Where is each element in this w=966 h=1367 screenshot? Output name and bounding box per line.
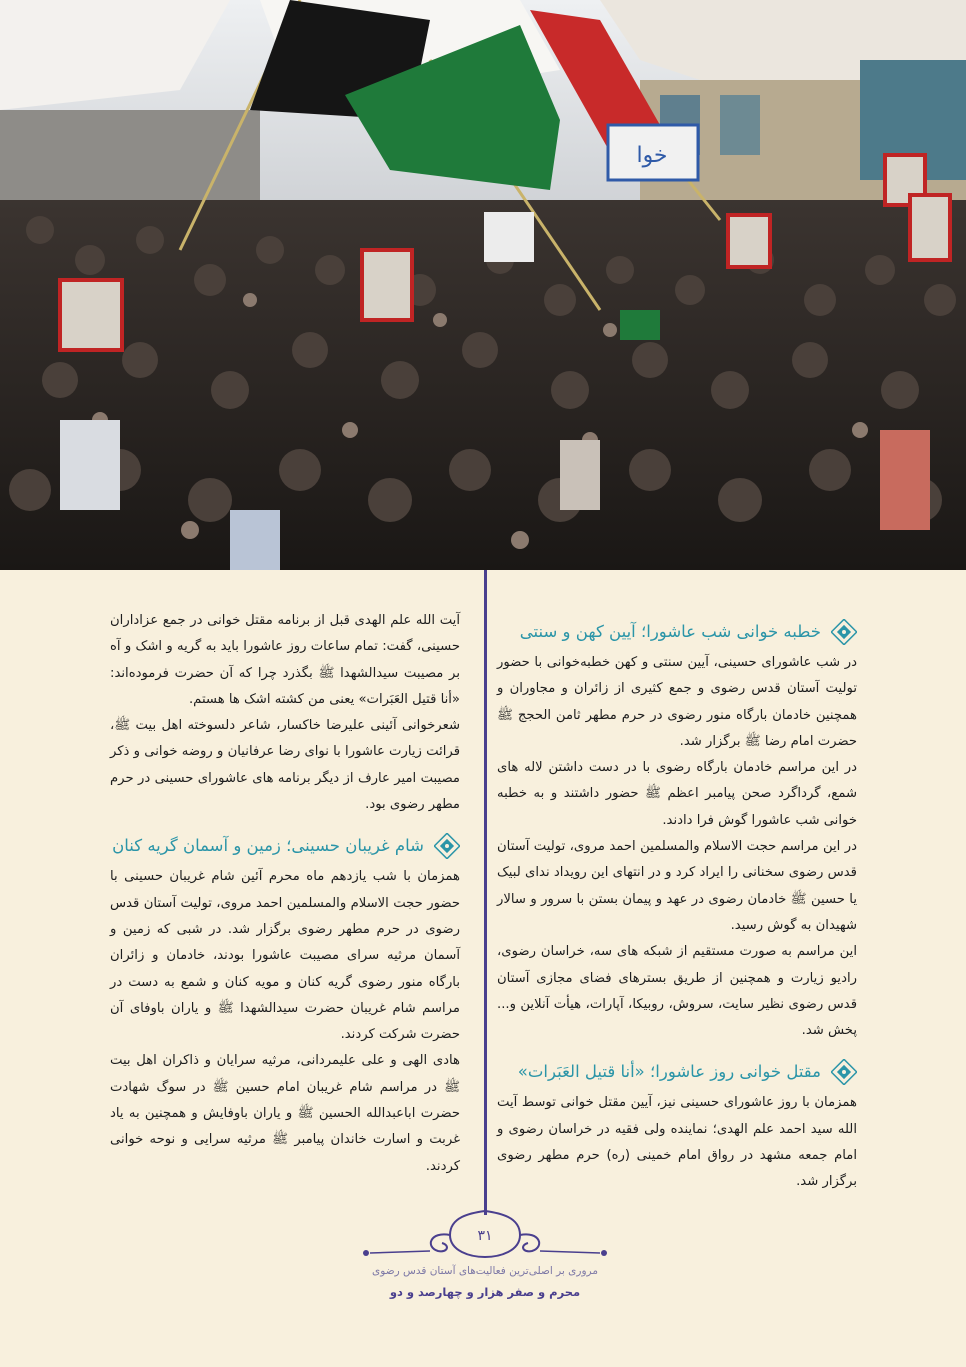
paragraph: در شب عاشورای حسینی، آیین سنتی و کهن خطبه‌خوانی با حضور تولیت آستان قدس رضوی و جمع کثیری از زائران و مجاوران و همچنین خادمان بارگاه منور رضوی در حرم مطهر ثامن الحجج ﷺ حضرت امام رضا ﷺ برگزار شد.: [497, 655, 857, 749]
section-heading-maqtal: [497, 1058, 857, 1086]
paragraph: در این مراسم حجت الاسلام والمسلمین احمد مروی، تولیت آستان قدس رضوی سخنانی را ایراد کرد و در انتهای این رویداد ندای لبیک یا حسین ﷺ خادمان رضوی در عهد و پیمان بستن با سرور و سالار شهیدان به گوش رسید.: [497, 839, 857, 933]
section-heading-sham-ghariban: [110, 832, 460, 860]
paragraph: آیت الله علم الهدی قبل از برنامه مقتل خوانی در جمع عزاداران حسینی، گفت: تمام ساعات روز عاشورا باید به گریه و اشک و آه بر مصیبت سیدالشهدا ﷺ بگذرد چرا که آن حضرت فرموده‌اند: «أنا قتیل العَبَرات» یعنی من کشته اشک ها هستم.: [110, 613, 460, 707]
magazine-tagline: مروری بر اصلی‌ترین فعالیت‌های آستان قدس رضوی: [372, 1265, 598, 1277]
page-number: ۳۱: [477, 1228, 493, 1244]
page-footer: [330, 1195, 640, 1315]
paragraph: همزمان با روز عاشورای حسینی نیز، آیین مقتل خوانی توسط آیت الله سید احمد علم الهدی؛ نماینده ولی فقیه در خراسان رضوی و امام جمعه مشهد در رواق امام خمینی (ره) حرم مطهر رضوی برگزار شد.: [497, 1095, 857, 1190]
diamond-ornament-icon: [831, 619, 857, 645]
ashura-mourning-crowd-photo: [0, 0, 966, 570]
left-column: [110, 608, 460, 1180]
paragraph: در این مراسم خادمان بارگاه رضوی با در دست داشتن لاله های شمع، گرداگرد صحن پیامبر اعظم ﷺ حضور داشتند و به خطبه خوانی شب عاشورا گوش فرا دادند.: [497, 760, 857, 828]
diamond-ornament-icon: [434, 833, 460, 859]
section-heading-sermon: [497, 618, 857, 646]
diamond-ornament-icon: [831, 1059, 857, 1085]
right-column: [497, 612, 857, 1196]
paragraph: هادی الهی و علی علیمردانی، مرثیه سرایان و ذاکران اهل بیت ﷺ در مراسم شام غریبان امام حسین ﷺ در سوگ شهادت حضرت اباعبدالله الحسین ﷺ و یاران باوفایش و همچنین به یاد غربت و اسارت خاندان پیامبر ﷺ مرثیه سرایی و نوحه خوانی کردند.: [110, 1053, 460, 1174]
issue-date: محرم و صفر هزار و چهارصد و دو: [389, 1285, 581, 1299]
paragraph: شعرخوانی آئینی علیرضا خاکسار، شاعر دلسوخته اهل بیت ﷺ، قرائت زیارت عاشورا با نوای رضا عرفانیان و روضه خوانی و ذکر مصیبت امیر عارف از دیگر برنامه های عاشورای حسینی در حرم مطهر رضوی بود.: [110, 718, 460, 813]
section-title: خطبه خوانی شب عاشورا؛ آیین کهن و سنتی: [519, 622, 821, 641]
photo-banner-text: خوا: [636, 143, 668, 168]
column-divider: [484, 570, 487, 1215]
section-title: مقتل خوانی روز عاشورا؛ «أنا قتیل العَبَرات»: [517, 1062, 821, 1082]
paragraph: این مراسم به صورت مستقیم از شبکه های سه، خراسان رضوی، رادیو زیارت و همچنین از طریق بسترهای فضای مجازی آستان قدس رضوی نظیر سایت، سروش، روبیکا، آپارات، هیأت آنلاین و... پخش شد.: [497, 944, 857, 1039]
section-title: شام غریبان حسینی؛ زمین و آسمان گریه کنان: [112, 836, 424, 856]
paragraph: همزمان با شب یازدهم ماه محرم آئین شام غریبان حسینی با حضور حجت الاسلام والمسلمین احمد مروی، تولیت آستان قدس رضوی در حرم مطهر رضوی برگزار شد. در شبی که زمین و آسمان مرثیه سرای مصیبت عاشورا بودند، خادمان و زائران بارگاه منور رضوی گریه کنان و مویه کنان و شمع به دست در مراسم شام غریبان حضرت سیدالشهدا ﷺ و یاران باوفای آن حضرت شرکت کردند.: [110, 869, 460, 1043]
